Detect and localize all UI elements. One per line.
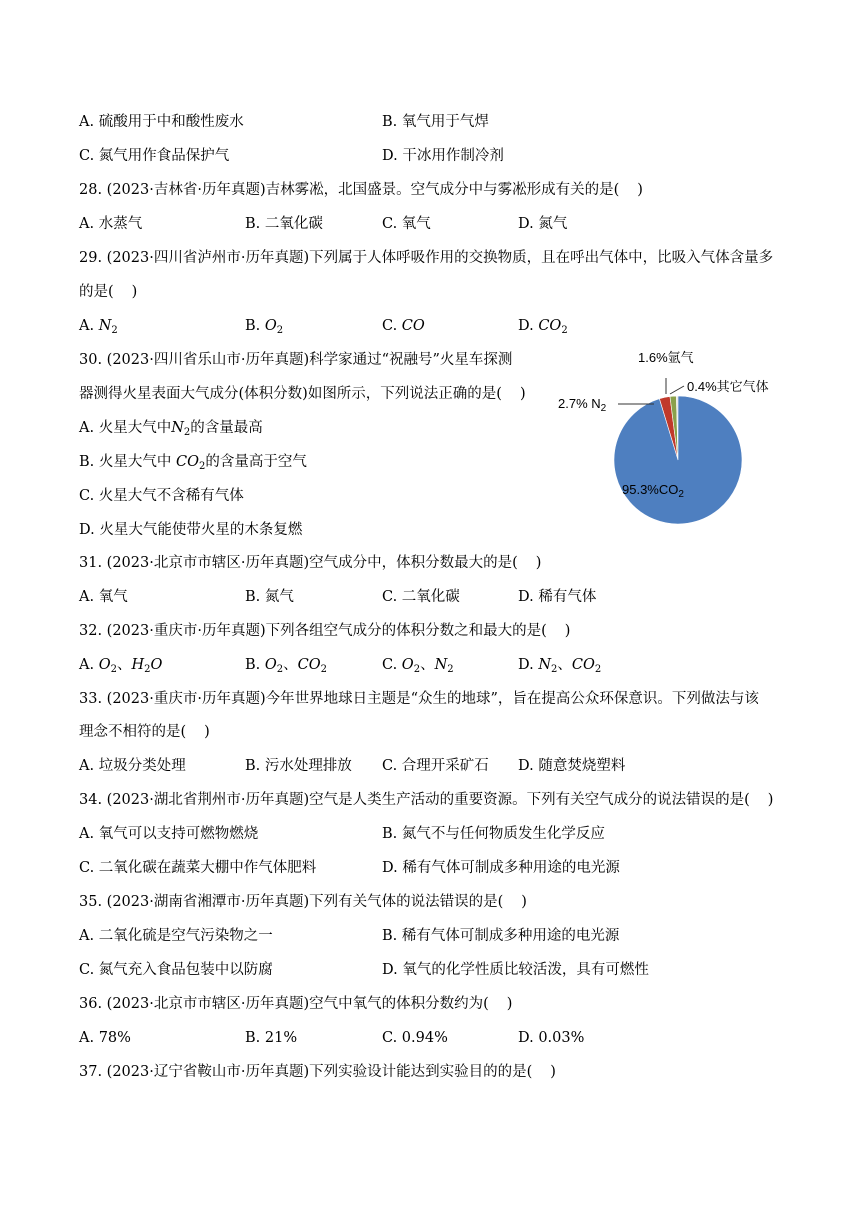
subscript: 2 bbox=[276, 664, 284, 675]
option-b: B. 二氧化碳 bbox=[245, 216, 323, 232]
formula: N bbox=[434, 657, 448, 673]
formula: O bbox=[264, 657, 277, 673]
option-letter: A. bbox=[79, 657, 99, 673]
paren-close: ) bbox=[506, 996, 513, 1012]
option-c: C. 二氧化碳在蔬菜大棚中作气体肥料 bbox=[79, 860, 317, 876]
paren-close: ) bbox=[564, 623, 571, 639]
option-a bbox=[79, 316, 118, 341]
question-text: 理念不相符的是( bbox=[79, 724, 187, 740]
slice-value: 0.4% bbox=[687, 379, 717, 394]
question-36-stem bbox=[79, 994, 512, 1014]
question-30-stem-line2 bbox=[79, 384, 526, 404]
subscript: 2 bbox=[594, 664, 602, 675]
question-37-stem bbox=[79, 1062, 556, 1082]
option-letter: C. bbox=[382, 318, 402, 334]
option-letter: D. bbox=[518, 318, 539, 334]
paren-close: ) bbox=[535, 555, 542, 571]
option-a: A. 垃圾分类处理 bbox=[79, 758, 186, 774]
slice-label-argon bbox=[638, 350, 694, 366]
option-b: B. 污水处理排放 bbox=[245, 758, 352, 774]
question-33-stem-line2 bbox=[79, 722, 210, 742]
option-letter: C. bbox=[382, 657, 402, 673]
slice-name: 氩气 bbox=[667, 350, 694, 365]
question-33-stem-line1: 33. (2023·重庆市·历年真题)今年世界地球日主题是“众生的地球”，旨在提高公众环保意识。下列做法与该 bbox=[79, 691, 759, 707]
paren-close: ) bbox=[519, 386, 526, 402]
paren-close: ) bbox=[550, 1064, 556, 1080]
formula: CO bbox=[175, 454, 199, 470]
subscript: 2 bbox=[198, 461, 206, 472]
option-d: D. 稀有气体 bbox=[518, 589, 597, 605]
option-d: D. 0.03% bbox=[518, 1030, 585, 1046]
slice-value: 1.6% bbox=[638, 350, 668, 365]
option-d: D. 火星大气能使带火星的木条复燃 bbox=[79, 522, 303, 538]
question-text: 32. (2023·重庆市·历年真题)下列各组空气成分的体积分数之和最大的是( bbox=[79, 623, 547, 639]
formula: O bbox=[150, 657, 163, 673]
option-text: B. 火星大气中 bbox=[79, 454, 176, 470]
paren-close: ) bbox=[131, 284, 138, 300]
question-text: 35. (2023·湖南省湘潭市·历年真题)下列有关气体的说法错误的是( bbox=[79, 894, 504, 910]
pie-slices bbox=[614, 396, 742, 524]
option-c bbox=[382, 316, 425, 336]
option-b: B. 氮气不与任何物质发生化学反应 bbox=[382, 826, 605, 842]
subscript: 2 bbox=[600, 403, 607, 414]
option-letter: B. bbox=[245, 657, 265, 673]
slice-name: 其它气体 bbox=[716, 379, 769, 394]
formula: O bbox=[401, 657, 414, 673]
formula: CO bbox=[297, 657, 321, 673]
formula: H bbox=[131, 657, 145, 673]
separator: 、 bbox=[283, 657, 298, 673]
question-text: 器测得火星表面大气成分(体积分数)如图所示，下列说法正确的是( bbox=[79, 386, 502, 402]
question-text: 的是( bbox=[79, 284, 114, 300]
option-a: A. 氧气 bbox=[79, 589, 128, 605]
option-c: C. 二氧化碳 bbox=[382, 589, 460, 605]
slice-label-other bbox=[687, 379, 769, 395]
option-d: D. 氮气 bbox=[518, 216, 568, 232]
subscript: 2 bbox=[320, 664, 327, 675]
option-c: C. 0.94% bbox=[382, 1030, 448, 1046]
question-text: 36. (2023·北京市市辖区·历年真题)空气中氧气的体积分数约为( bbox=[79, 996, 489, 1012]
mars-atmosphere-pie-chart bbox=[556, 344, 796, 526]
formula: N bbox=[538, 657, 552, 673]
subscript: 2 bbox=[551, 664, 558, 675]
option-d: D. 稀有气体可制成多种用途的电光源 bbox=[382, 860, 620, 876]
pie-slice-co2 bbox=[614, 396, 742, 524]
slice-value: 2.7% bbox=[558, 396, 588, 411]
question-35-stem bbox=[79, 892, 527, 912]
slice-label-n2 bbox=[558, 396, 606, 417]
question-29-stem-line1: 29. (2023·四川省泸州市·历年真题)下列属于人体呼吸作用的交换物质，且在呼出气体中，比吸入气体含量多 bbox=[79, 250, 774, 266]
subscript: 2 bbox=[561, 325, 568, 336]
formula: N bbox=[98, 318, 112, 334]
option-b: B. 21% bbox=[245, 1030, 298, 1046]
option-b bbox=[245, 316, 283, 341]
paren-close: ) bbox=[204, 724, 210, 740]
option-b bbox=[245, 655, 327, 680]
option-a bbox=[79, 655, 162, 680]
option-letter: B. bbox=[245, 318, 265, 334]
subscript: 2 bbox=[110, 664, 117, 675]
option-a: A. 水蒸气 bbox=[79, 216, 143, 232]
option-d bbox=[518, 655, 601, 680]
subscript: 2 bbox=[276, 325, 284, 336]
option-d bbox=[518, 316, 568, 341]
option-c: C. 氮气用作食品保护气 bbox=[79, 148, 230, 164]
question-34-stem bbox=[79, 790, 773, 810]
paren-close: ) bbox=[521, 894, 527, 910]
subscript: 2 bbox=[678, 489, 684, 500]
option-d: D. 氧气的化学性质比较活泼，具有可燃性 bbox=[382, 962, 649, 978]
question-28-stem bbox=[79, 180, 643, 200]
question-30-stem-line1: 30. (2023·四川省乐山市·历年真题)科学家通过“祝融号”火星车探测 bbox=[79, 352, 513, 368]
slice-name: CO bbox=[658, 482, 679, 497]
slice-value: 95.3% bbox=[622, 482, 659, 497]
leader-line-other bbox=[670, 386, 684, 394]
slice-label-co2 bbox=[622, 482, 684, 503]
question-text: 34. (2023·湖北省荆州市·历年真题)空气是人类生产活动的重要资源。下列有关空气成分的说法错误的是( bbox=[79, 792, 750, 808]
option-d: D. 干冰用作制冷剂 bbox=[382, 148, 504, 164]
formula: N bbox=[171, 420, 184, 436]
separator: 、 bbox=[420, 657, 435, 673]
subscript: 2 bbox=[447, 664, 454, 675]
formula: CO bbox=[538, 318, 562, 334]
question-text: 37. (2023·辽宁省鞍山市·历年真题)下列实验设计能达到实验目的的是( bbox=[79, 1064, 533, 1080]
option-c: C. 氮气充入食品包装中以防腐 bbox=[79, 962, 273, 978]
question-31-stem bbox=[79, 553, 541, 573]
option-c: C. 合理开采矿石 bbox=[382, 758, 489, 774]
subscript: 2 bbox=[183, 427, 191, 438]
subscript: 2 bbox=[144, 664, 151, 675]
formula: O bbox=[98, 657, 111, 673]
subscript: 2 bbox=[413, 664, 421, 675]
question-29-stem-line2 bbox=[79, 282, 137, 302]
option-c: C. 火星大气不含稀有气体 bbox=[79, 488, 244, 504]
option-b: B. 氧气用于气焊 bbox=[382, 114, 489, 130]
option-b bbox=[79, 452, 307, 477]
option-letter: A. bbox=[79, 318, 99, 334]
slice-name: N bbox=[591, 396, 601, 411]
question-text: 31. (2023·北京市市辖区·历年真题)空气成分中，体积分数最大的是( bbox=[79, 555, 518, 571]
question-text: 28. (2023·吉林省·历年真题)吉林雾凇，北国盛景。空气成分中与雾凇形成有关的是( bbox=[79, 182, 620, 198]
question-32-stem bbox=[79, 621, 570, 641]
option-c bbox=[382, 655, 454, 680]
option-d: D. 随意焚烧塑料 bbox=[518, 758, 626, 774]
option-text: 的含量高于空气 bbox=[205, 454, 307, 470]
separator: 、 bbox=[116, 657, 132, 673]
option-b: B. 稀有气体可制成多种用途的电光源 bbox=[382, 928, 620, 944]
option-letter: D. bbox=[518, 657, 539, 673]
paren-close: ) bbox=[767, 792, 774, 808]
option-text: A. 火星大气中 bbox=[79, 420, 172, 436]
option-c: C. 氧气 bbox=[382, 216, 431, 232]
separator: 、 bbox=[557, 657, 572, 673]
option-text: 的含量最高 bbox=[190, 420, 263, 436]
option-a: A. 硫酸用于中和酸性废水 bbox=[79, 114, 244, 130]
paren-close: ) bbox=[637, 182, 643, 198]
formula: CO bbox=[571, 657, 595, 673]
subscript: 2 bbox=[111, 325, 118, 336]
option-a bbox=[79, 418, 263, 443]
formula: O bbox=[264, 318, 277, 334]
option-a: A. 78% bbox=[79, 1030, 131, 1046]
option-a: A. 二氧化硫是空气污染物之一 bbox=[79, 928, 273, 944]
option-b: B. 氮气 bbox=[245, 589, 294, 605]
option-a: A. 氧气可以支持可燃物燃烧 bbox=[79, 826, 259, 842]
formula: CO bbox=[401, 318, 425, 334]
